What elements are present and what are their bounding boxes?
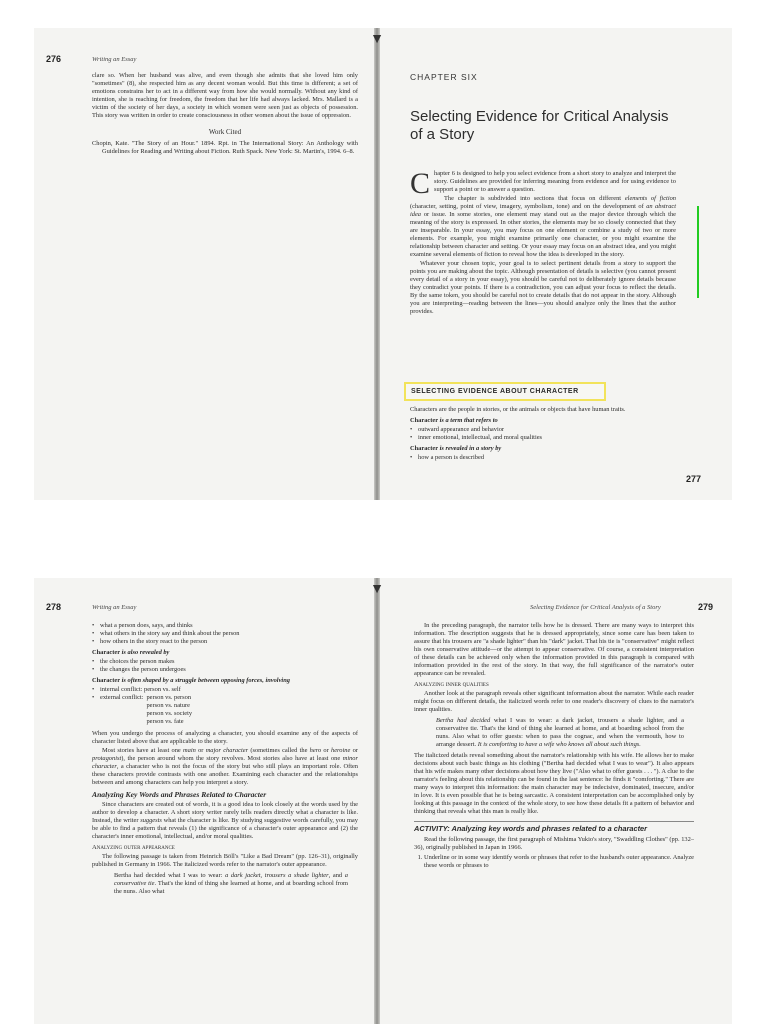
- page-number: 278: [46, 602, 62, 612]
- term-heading: Character is a term that refers to: [410, 417, 498, 424]
- quoted-passage: Bertha had decided what I was to wear: a dark jacket, trousers a shade lighter, and a conservative tie. That's the kind of thing she learned at home, and at boarding school from the nuns. Also what: [114, 872, 348, 895]
- page-277: [380, 28, 732, 500]
- top-spread: [34, 28, 732, 500]
- revealed-list: [410, 454, 676, 462]
- list-item: • inner emotional, intellectual, and moral qualities: [410, 434, 676, 442]
- paragraph-outer: The following passage is taken from Heinrich Böll's "Like a Bad Dream" (pp. 126–31), originally published in Germany in 1966. The italicized words refer to the narrator's outer appearance.: [92, 853, 358, 868]
- page-276: [34, 28, 374, 500]
- list-item: • the changes the person undergoes: [92, 666, 358, 674]
- paragraph-process: When you undergo the process of analyzing a character, you should examine any of the aspects of character listed above that are applicable to the story.: [92, 730, 358, 745]
- heading-key-words: Analyzing Key Words and Phrases Related to Character: [92, 790, 267, 799]
- page-number: 279: [698, 602, 714, 612]
- bottom-spread: [34, 578, 732, 1024]
- page-279: [380, 578, 732, 1024]
- list-item: • how a person is described: [410, 454, 676, 462]
- running-head: Writing an Essay: [92, 56, 137, 63]
- list-item: • the choices the person makes: [92, 658, 358, 666]
- subheading-outer-appearance: Analyzing outer appearance: [92, 844, 175, 851]
- page-number: 276: [46, 54, 62, 64]
- paragraph: clare so. When her husband was alive, and even though she admits that she loved him only "sometimes" (8), she respected him as any decent woman would. But this time is different; a set of emotions constrains her to act in a different way from how she would normally. Without any kind of intention, she is reaching for freedom, the freedom that her life had always lacked. Mrs. Mallard is a victim of the society of her days, a society in which women were seen just as objects of possession. This story was written in order to create consciousness in other women about the issue of oppression.: [92, 72, 358, 119]
- external-conflict-table: • external conflict: person vs. person person vs. nature person vs. society person vs. fate: [100, 694, 193, 725]
- paragraph-preceding: In the preceding paragraph, the narrator tells how he is dressed. There are many ways to interpret this information. The description suggests that he is dressed appropriately, since some care has been taken to assure that his trousers are "a shade lighter" than his "dark" jacket. That his tie is "conservative" might reflect his own conservative attitude—or the attempt to appear conservative. Of course, a consistent interpretation of these details can be achieved only when the information provided in this paragraph is compared with information provided in the rest of the story. In that way, the full significance of the narrator's outer appearance can be revealed.: [414, 622, 694, 677]
- paragraph-key-words: Since characters are created out of words, it is a good idea to look closely at the words used by the author to develop a character. A short story writer rarely tells readers directly what a character is like. Instead, the writer suggests what the character is like. By studying suggestive words carefully, you may be able to find a pattern that reveals (1) the significance of a character's outer appearance and (2) the character's inner emotional, intellectual, and/or moral qualities.: [92, 801, 358, 840]
- list-item: • internal conflict: person vs. self: [92, 686, 358, 694]
- subheading-inner-qualities: Analyzing inner qualities: [414, 681, 489, 688]
- paragraph-inner: Another look at the paragraph reveals other significant information about the narrator. While each reader might focus on different details, the italicized words refer to one reader's discovery of clues to the narrator's inner qualities.: [414, 690, 694, 713]
- spine-mark-icon: ▼: [370, 582, 384, 597]
- also-heading: Character is also revealed by: [92, 649, 170, 656]
- section-intro: Characters are the people in stories, or the animals or objects that have human traits.: [410, 406, 626, 413]
- reveal-list: [92, 622, 358, 646]
- list-item: • how others in the story react to the person: [92, 638, 358, 646]
- running-head: Writing an Essay: [92, 604, 137, 611]
- list-item: 1. Underline or in some way identify words or phrases that refer to the husband's outer appearance. Analyze these words or phrases to: [424, 854, 694, 870]
- body-text: [414, 622, 694, 870]
- intro-paragraph: hapter 6 is designed to help you select evidence from a short story to analyze and interpret the story. Guidelines are provided for inferring meaning from evidence and for using evidence to support a point or to answer a question.: [434, 170, 676, 193]
- body-text: [92, 622, 358, 897]
- paragraph-italicized: The italicized details reveal something about the narrator's relationship with his wife. He allows her to make decisions about such basic things as his clothing ("Bertha had decided what I was to wear"). It also appears that his wife makes many other decisions about how they live ("Also what to offer guests . . . "). A clue to the narrator's feeling about this relationship can be found in the last sentence: he finds it "comforting." There are many ways to interpret this information: the main character may be indecisive, dominated, insecure, and/or in love. It is even possible that he is being sarcastic. A consistent interpretation can be accomplished only by looking at this passage in the context of the whole story, to see how these details fit a pattern of behavior and thinking that reveals what this man is really like.: [414, 752, 694, 815]
- revealed-heading: Character is revealed in a story by: [410, 445, 502, 452]
- footer-page-number: 277: [686, 474, 702, 484]
- section-heading-highlighted: SELECTING EVIDENCE ABOUT CHARACTER: [404, 382, 606, 401]
- paragraph-main-characters: Most stories have at least one main or major character (sometimes called the hero or heroine or protagonist), the person around whom the story revolves. Most stories also have at least one minor character, a character who is not the focus of the story but who still plays an important role. Often these characters provide contrasts with one another. Examining each character and the relationships between and among characters can help you interpret a story.: [92, 747, 358, 786]
- margin-marker: [697, 206, 699, 298]
- chapter-intro: [410, 167, 676, 317]
- list-item: [92, 694, 358, 726]
- work-cited-title: Work Cited: [208, 128, 242, 136]
- paragraph-goal: Whatever your chosen topic, your goal is to select pertinent details from a story to support the points you are making about the topic. Although presentation of details is selective (you cannot present every detail of a story in your essay), you should be careful not to deliberately ignore details because they contradict your points. If there is a contradiction, you can adjust your focus to reflect the details. By the same token, you should be careful not to create details that do not appear in the story. Although you are interpreting—reading between the lines—you should analyze only the lines that the author provides.: [410, 260, 676, 315]
- citation: Chopin, Kate. "The Story of an Hour." 1894. Rpt. in The International Story: An Anthology with Guidelines for Reading and Writing about Fiction. Ruth Spack. New York: St. Martin's, 1994. 6–8.: [92, 140, 358, 155]
- chapter-label: CHAPTER SIX: [410, 72, 478, 82]
- list-item: • what a person does, says, and thinks: [92, 622, 358, 630]
- chapter-title: Selecting Evidence for Critical Analysis of a Story: [410, 108, 669, 143]
- term-list: [410, 426, 676, 442]
- paragraph-activity: Read the following passage, the first paragraph of Mishima Yukio's story, "Swaddling Clothes" (pp. 132–36), originally published in Japan in 1966.: [414, 836, 694, 851]
- list-item: • what others in the story say and think about the person: [92, 630, 358, 638]
- running-head: Selecting Evidence for Critical Analysis of a Story: [530, 604, 661, 611]
- page-278: [34, 578, 374, 1024]
- paragraph-elements: The chapter is subdivided into sections that focus on different elements of fiction (character, setting, point of view, imagery, symbolism, tone) and on the development of an abstract idea or issue. In some stories, one element may stand out as the major device through which the meaning of the story is expressed. In other stories, the elements may be so closely connected that they are inseparable. In your essay, you may focus on one element or combine a study of two or more elements. For example, you might examine primarily one character, or you might examine the relationship between character and setting. Or your essay may focus on an abstract idea, and you might examine several elements of fiction to reveal how the idea is developed in the story.: [410, 195, 676, 258]
- list-item: • outward appearance and behavior: [410, 426, 676, 434]
- drop-cap: C: [410, 167, 431, 200]
- activity-steps: [414, 854, 694, 870]
- quoted-passage: Bertha had decided what I was to wear: a dark jacket, trousers a shade lighter, and a conservative tie. That's the kind of thing she learned at home, and at boarding school from the nuns. Also what to offer guests: when to pass the cognac, and when the vermouth, how to arrange dessert. It is comforting to have a wife who knows all about such things.: [436, 717, 684, 748]
- also-list: [92, 658, 358, 674]
- bleed-through-text: [52, 208, 352, 488]
- shaped-heading: Character is often shaped by a struggle between opposing forces, involving: [92, 677, 290, 684]
- activity-heading: ACTIVITY: Analyzing key words and phrases related to a character: [414, 821, 694, 833]
- conflict-list: [92, 686, 358, 726]
- body-text: [92, 72, 358, 157]
- spine-mark-icon: ▼: [370, 32, 384, 47]
- character-definitions: [410, 406, 676, 462]
